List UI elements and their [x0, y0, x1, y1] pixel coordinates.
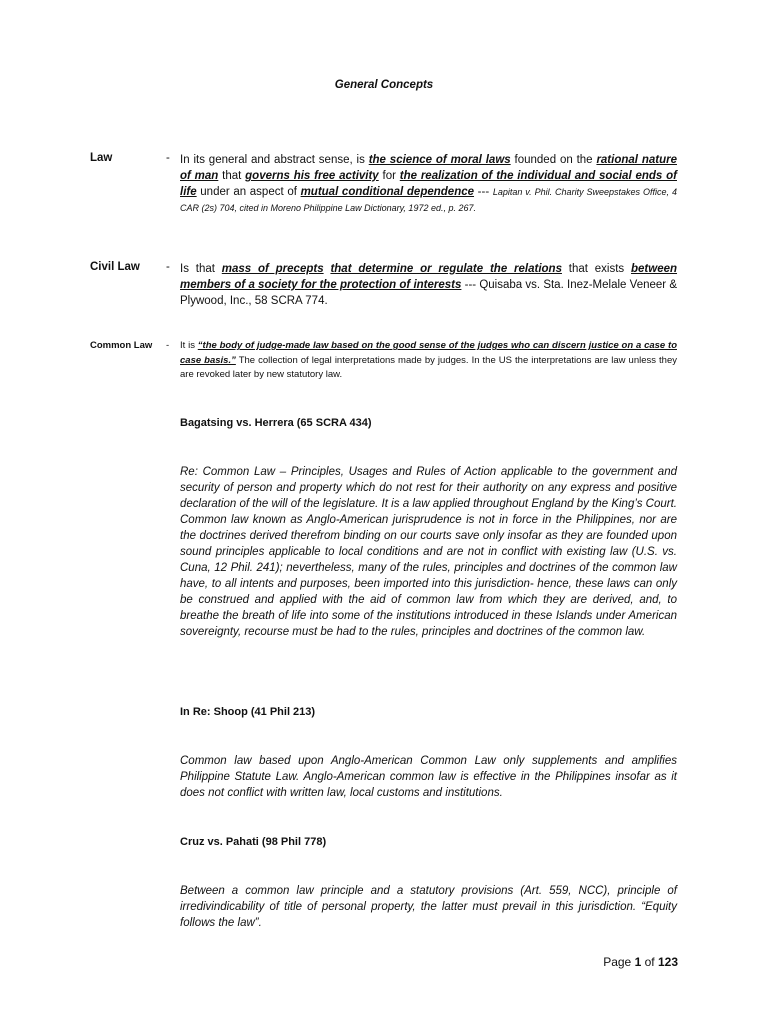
term-dash: - [166, 340, 170, 351]
footer-of: of [644, 955, 655, 969]
page-title: General Concepts [334, 79, 434, 91]
term-dash: - [166, 152, 170, 164]
footer-current-page: 1 [634, 955, 642, 969]
footer-prefix: Page [603, 955, 632, 969]
definition-text: that exists [561, 263, 631, 275]
definition-text: In its general and abstract sense, is [180, 154, 369, 166]
emphasized-phrase: mutual conditional dependence [300, 186, 475, 198]
term-dash: - [166, 261, 170, 273]
definition-text: that [218, 170, 246, 182]
case-heading-cruz: Cruz vs. Pahati (98 Phil 778) [180, 836, 327, 848]
definition-text: --- Quisaba vs. Sta. Inez-Melale Veneer & Plywood, Inc., 58 SCRA 774. [180, 279, 678, 307]
emphasized-phrase: that determine or regulate the relations [330, 263, 562, 275]
emphasized-phrase: between members of a society for the protection of interests [180, 263, 678, 291]
definition-text: under an aspect of [196, 186, 301, 198]
term-law: Law [90, 152, 113, 164]
definition-text: for [378, 170, 400, 182]
case-heading-shoop: In Re: Shoop (41 Phil 213) [180, 706, 316, 718]
page-footer [603, 955, 678, 969]
definition-text: It is [180, 340, 198, 351]
emphasized-phrase: rational nature of man [180, 154, 677, 182]
case-text-bagatsing: Re: Common Law – Principles, Usages and Rules of Action applicable to the government and security of person and property which do not rest for their authority on any express and positive declaration of the will of the legislature. It is a law applied throughout England by the King’s Court. Common law known as Anglo-American jurisprudence is not in force in the Philippines, nor are the doctrines derived therefrom binding on our courts save only insofar as they are founded upon sound principles applicable to local conditions and are not in conflict with existing law (U.S. vs. Cuna, 12 Phil. 241); nevertheless, many of the rules, principles and doctrines of the common law have, to all intents and purposes, been imported into this jurisdiction- hence, these laws can only be construed and applied with the aid of common law from which they are derived, and, to breathe the breath of life into some of the institutions introduced in these Islands under American sovereignty, recourse must be had to the rules, principles and doctrines of the common law. [180, 466, 677, 638]
emphasized-phrase: governs his free activity [245, 170, 379, 182]
emphasized-phrase: “the body of judge-made law based on the good sense of the judges who can discern justice on a case to case basis.” [180, 340, 677, 366]
citation-text: Lapitan v. Phil. Charity Sweepstakes Office, 4 CAR (2s) 704, cited in Moreno Philippine Law Dictionary, 1972 ed., p. 267. [180, 187, 677, 213]
case-heading-bagatsing: Bagatsing vs. Herrera (65 SCRA 434) [180, 417, 372, 429]
footer-total-pages: 123 [657, 955, 678, 969]
case-text-shoop: Common law based upon Anglo-American Common Law only supplements and amplifies Philippine Statute Law. Anglo-American common law is effective in the Philippines insofar as it does not conflict with written law, local customs and institutions. [180, 755, 677, 799]
definition-text: founded on the [510, 154, 597, 166]
definition-law [180, 152, 677, 216]
emphasized-phrase: the realization of the individual and social ends of life [180, 170, 677, 198]
definition-common-law [180, 339, 677, 383]
definition-text: Is that [180, 263, 222, 275]
term-common-law: Common Law [90, 340, 153, 351]
term-civil-law: Civil Law [90, 261, 140, 273]
definition-civil-law [180, 261, 677, 309]
definition-text: --- [474, 186, 493, 198]
emphasized-phrase: mass of precepts [221, 263, 324, 275]
emphasized-phrase: the science of moral laws [368, 154, 511, 166]
case-text-cruz: Between a common law principle and a statutory provisions (Art. 559, NCC), principle of irredivindicability of title of personal property, the latter must prevail in this jurisdiction. “Equity follows the law”. [180, 885, 677, 929]
definition-text: The collection of legal interpretations made by judges. In the US the interpretations are law unless they are revoked later by new statutory law. [180, 354, 677, 380]
